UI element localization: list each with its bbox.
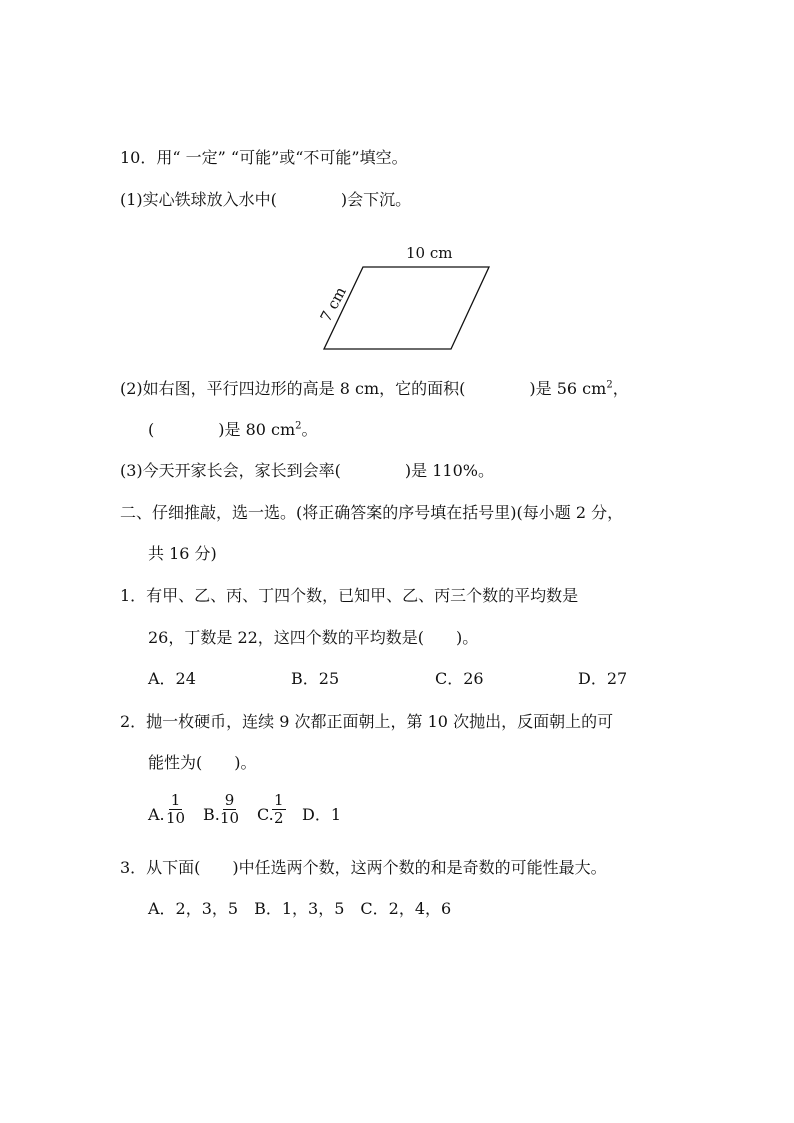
q2-option-d: D．1	[302, 805, 342, 824]
q1-option-b: B．25	[291, 669, 340, 688]
section2-title-cont: 共 16 分)	[148, 544, 217, 563]
fraction-numerator: 1	[170, 791, 181, 809]
q2-option-a-fraction	[164, 792, 187, 827]
q10-part2-line2	[148, 419, 318, 441]
q10-title: 10．用“ 一定” “可能”或“不可能”填空。	[120, 148, 408, 167]
fraction-denominator: 2	[274, 809, 284, 827]
q1-text: 1．有甲、乙、丙、丁四个数，已知甲、乙、丙三个数的平均数是	[120, 586, 579, 605]
parallelogram-figure	[0, 240, 794, 360]
superscript-2b: 2	[295, 420, 302, 432]
q2-option-c-label: C.	[257, 805, 274, 824]
q10-part2-comma: ，	[612, 379, 629, 398]
fraction-numerator: 1	[274, 791, 284, 809]
q3-options: A．2，3，5 B．1，3，5 C．2，4，6	[148, 899, 452, 918]
q2-text-cont: 能性为( )。	[148, 753, 257, 772]
section2-title: 二、仔细推敲，选一选。(将正确答案的序号填在括号里)(每小题 2 分，	[120, 503, 624, 522]
q2-option-a-label: A.	[148, 805, 165, 824]
q10-part1: (1)实心铁球放入水中( )会下沉。	[120, 190, 412, 209]
figure-side-label: 7 cm	[316, 283, 350, 325]
q10-part2-line1	[120, 378, 629, 400]
q10-part2-end: 。	[301, 420, 318, 439]
parallelogram-shape	[324, 267, 489, 349]
q3-text: 3．从下面( )中任选两个数，这两个数的和是奇数的可能性最大。	[120, 858, 607, 877]
q10-part2-text: (2)如右图，平行四边形的高是 8 cm，它的面积( )是 56 cm	[120, 379, 607, 398]
figure-top-label: 10 cm	[406, 244, 453, 262]
q1-option-a: A．24	[148, 669, 196, 688]
q2-option-b-label: B.	[203, 805, 220, 824]
q10-part3: (3)今天开家长会，家长到会率( )是 110%。	[120, 461, 494, 480]
fraction-denominator: 10	[166, 809, 186, 827]
fraction-denominator: 10	[220, 809, 240, 827]
superscript-2: 2	[606, 379, 613, 391]
q10-part2-text-b: ( )是 80 cm	[148, 420, 296, 439]
q1-text-cont: 26，丁数是 22，这四个数的平均数是( )。	[148, 628, 479, 647]
fraction-numerator: 9	[224, 791, 235, 809]
q2-option-b-fraction	[218, 792, 241, 827]
q1-option-c: C．26	[435, 669, 484, 688]
q1-option-d: D．27	[578, 669, 628, 688]
q2-option-c-fraction	[272, 792, 286, 827]
q2-text: 2．抛一枚硬币，连续 9 次都正面朝上，第 10 次抛出，反面朝上的可	[120, 712, 614, 731]
